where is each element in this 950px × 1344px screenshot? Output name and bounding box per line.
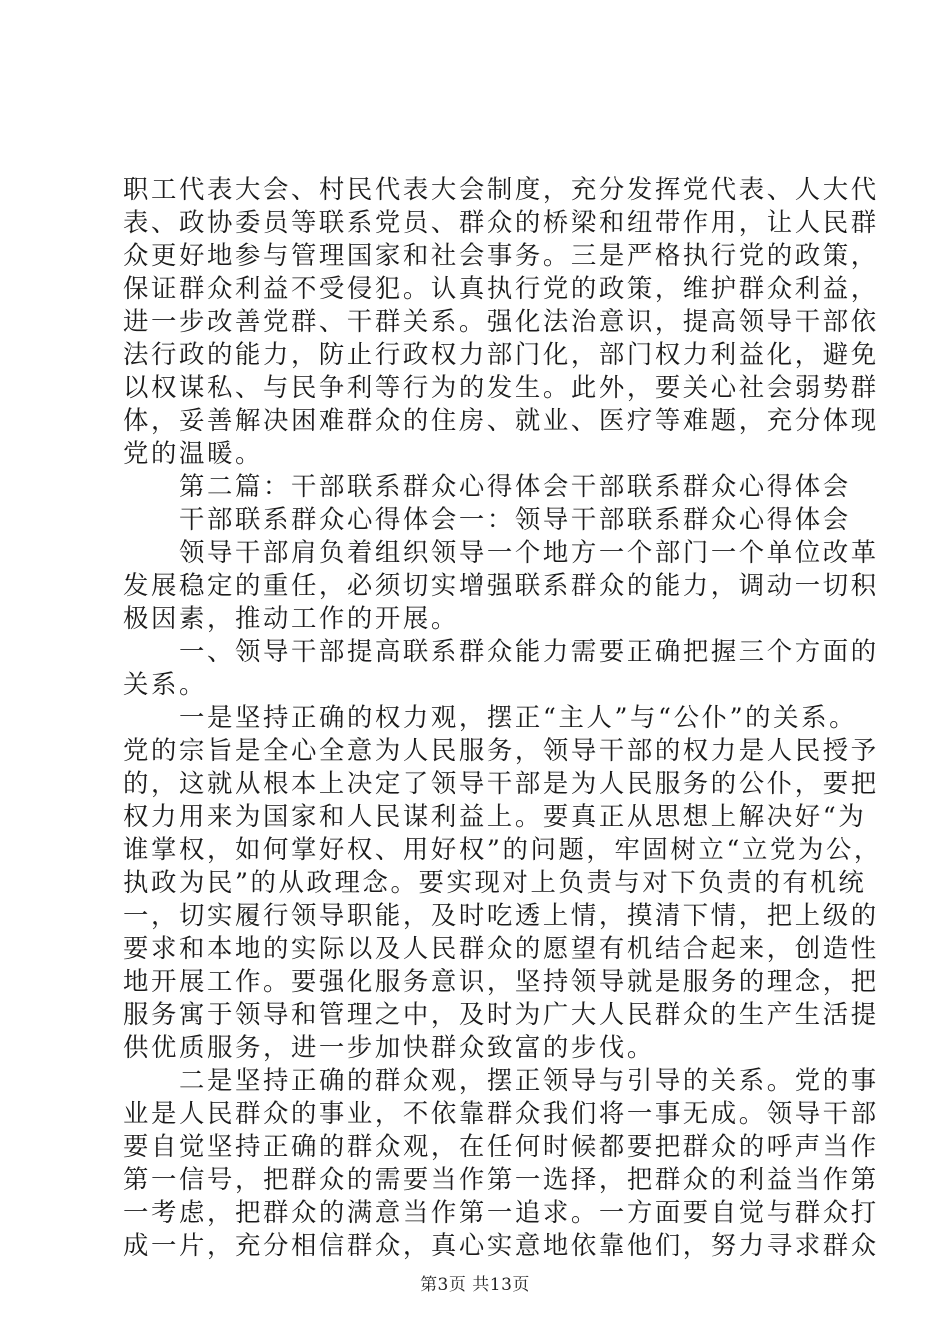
text-line: 一考虑，把群众的满意当作第一追求。一方面要自觉与群众打	[123, 1197, 879, 1227]
text-line: 一是坚持正确的权力观，摆正“主人”与“公仆”的关系。	[179, 702, 858, 732]
text-line: 供优质服务，进一步加快群众致富的步伐。	[123, 1032, 655, 1062]
text-line: 业是人民群众的事业，不依靠群众我们将一事无成。领导干部	[123, 1098, 879, 1128]
text-line: 党的温暖。	[123, 438, 263, 468]
text-line: 二是坚持正确的群众观，摆正领导与引导的关系。党的事	[179, 1065, 879, 1095]
text-line: 的，这就从根本上决定了领导干部是为人民服务的公仆，要把	[123, 768, 879, 798]
text-line: 第一信号，把群众的需要当作第一选择，把群众的利益当作第	[123, 1164, 879, 1194]
text-line: 一、领导干部提高联系群众能力需要正确把握三个方面的	[179, 636, 879, 666]
text-line: 权力用来为国家和人民谋利益上。要真正从思想上解决好“为	[123, 801, 867, 831]
text-line: 要自觉坚持正确的群众观，在任何时候都要把群众的呼声当作	[123, 1131, 879, 1161]
text-line: 干部联系群众心得体会一：领导干部联系群众心得体会	[179, 504, 851, 534]
text-line: 职工代表大会、村民代表大会制度，充分发挥党代表、人大代	[123, 174, 879, 204]
text-line: 服务寓于领导和管理之中，及时为广大人民群众的生产生活提	[123, 999, 879, 1029]
page-number-footer: 第3页 共13页	[420, 1275, 530, 1295]
text-line: 保证群众利益不受侵犯。认真执行党的政策，维护群众利益，	[123, 273, 879, 303]
text-line: 发展稳定的重任，必须切实增强联系群众的能力，调动一切积	[123, 570, 879, 600]
text-line: 要求和本地的实际以及人民群众的愿望有机结合起来，创造性	[123, 933, 879, 963]
text-line: 以权谋私、与民争利等行为的发生。此外，要关心社会弱势群	[123, 372, 879, 402]
text-line: 表、政协委员等联系党员、群众的桥梁和纽带作用，让人民群	[123, 207, 879, 237]
text-line: 第二篇：干部联系群众心得体会干部联系群众心得体会	[179, 471, 851, 501]
text-line: 体，妥善解决困难群众的住房、就业、医疗等难题，充分体现	[123, 405, 879, 435]
text-line: 众更好地参与管理国家和社会事务。三是严格执行党的政策，	[123, 240, 879, 270]
text-line: 执政为民”的从政理念。要实现对上负责与对下负责的有机统	[123, 867, 867, 897]
text-line: 极因素，推动工作的开展。	[123, 603, 459, 633]
text-line: 进一步改善党群、干群关系。强化法治意识，提高领导干部依	[123, 306, 879, 336]
body-text	[123, 173, 882, 1262]
text-line: 领导干部肩负着组织领导一个地方一个部门一个单位改革	[179, 537, 879, 567]
text-line: 党的宗旨是全心全意为人民服务，领导干部的权力是人民授予	[123, 735, 879, 765]
text-line: 一，切实履行领导职能，及时吃透上情，摸清下情，把上级的	[123, 900, 879, 930]
text-line: 谁掌权，如何掌好权、用好权”的问题，牢固树立“立党为公，	[123, 834, 882, 864]
text-line: 关系。	[123, 669, 207, 699]
text-line: 法行政的能力，防止行政权力部门化，部门权力利益化，避免	[123, 339, 879, 369]
text-line: 成一片，充分相信群众，真心实意地依靠他们，努力寻求群众	[123, 1230, 879, 1260]
text-line: 地开展工作。要强化服务意识，坚持领导就是服务的理念，把	[123, 966, 879, 996]
